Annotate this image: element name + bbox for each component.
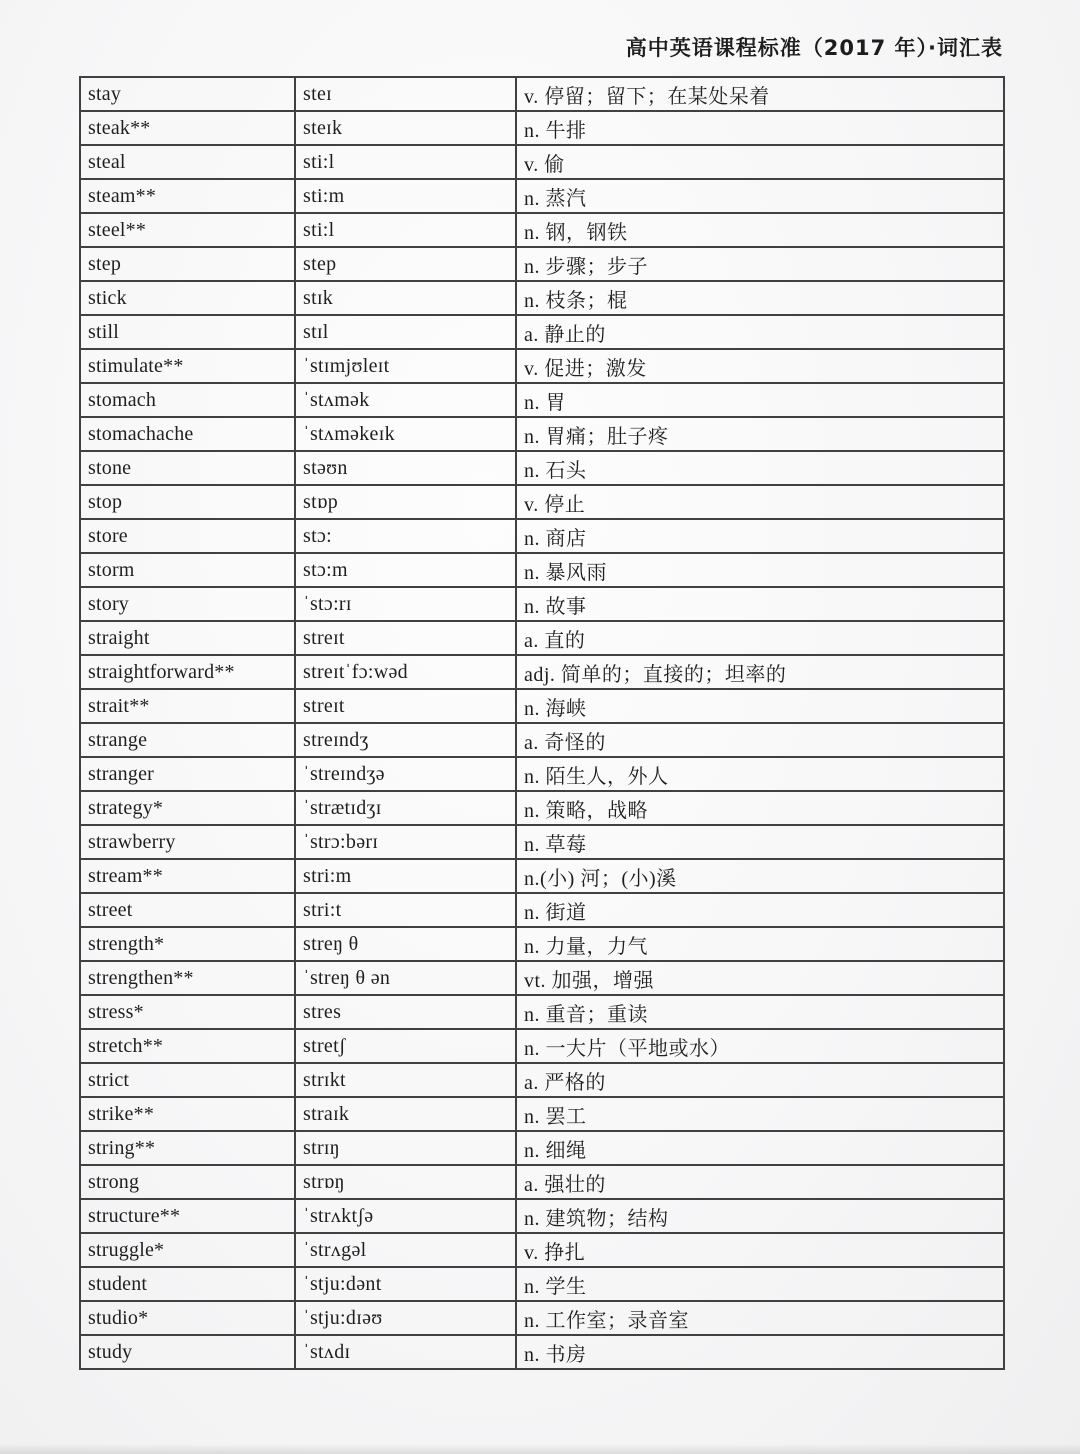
- meaning-cell: n. 罢工: [516, 1097, 1004, 1131]
- phonetic-cell: stri:t: [295, 893, 516, 927]
- word-cell: strong: [80, 1165, 295, 1199]
- meaning-cell: n. 石头: [516, 451, 1004, 485]
- table-row: [80, 995, 1004, 1029]
- phonetic-cell: streɪt: [295, 621, 516, 655]
- meaning-cell: n. 策略，战略: [516, 791, 1004, 825]
- table-row: [80, 825, 1004, 859]
- vocab-table-body: [80, 77, 1004, 1369]
- meaning-cell: n. 重音；重读: [516, 995, 1004, 1029]
- word-cell: stream**: [80, 859, 295, 893]
- phonetic-cell: ˈstreŋ θ ən: [295, 961, 516, 995]
- meaning-cell: a. 严格的: [516, 1063, 1004, 1097]
- meaning-cell: a. 奇怪的: [516, 723, 1004, 757]
- phonetic-cell: ˈstʌməkeɪk: [295, 417, 516, 451]
- table-row: [80, 111, 1004, 145]
- meaning-cell: n. 胃: [516, 383, 1004, 417]
- table-row: [80, 213, 1004, 247]
- meaning-cell: n. 蒸汽: [516, 179, 1004, 213]
- meaning-cell: n. 一大片（平地或水）: [516, 1029, 1004, 1063]
- phonetic-cell: ˈstrɔ:bərɪ: [295, 825, 516, 859]
- table-row: [80, 485, 1004, 519]
- table-row: [80, 77, 1004, 111]
- word-cell: straight: [80, 621, 295, 655]
- phonetic-cell: ˈstju:dənt: [295, 1267, 516, 1301]
- table-row: [80, 927, 1004, 961]
- table-row: [80, 621, 1004, 655]
- word-cell: stomachache: [80, 417, 295, 451]
- meaning-cell: n. 陌生人，外人: [516, 757, 1004, 791]
- meaning-cell: v. 促进；激发: [516, 349, 1004, 383]
- table-row: [80, 281, 1004, 315]
- word-cell: stomach: [80, 383, 295, 417]
- phonetic-cell: stretʃ: [295, 1029, 516, 1063]
- phonetic-cell: ˈstʌmək: [295, 383, 516, 417]
- meaning-cell: n.(小) 河；(小)溪: [516, 859, 1004, 893]
- phonetic-cell: ˈstɔ:rɪ: [295, 587, 516, 621]
- meaning-cell: a. 强壮的: [516, 1165, 1004, 1199]
- phonetic-cell: ˈstɪmjʊleɪt: [295, 349, 516, 383]
- phonetic-cell: steɪk: [295, 111, 516, 145]
- meaning-cell: v. 挣扎: [516, 1233, 1004, 1267]
- phonetic-cell: step: [295, 247, 516, 281]
- phonetic-cell: streɪt: [295, 689, 516, 723]
- word-cell: string**: [80, 1131, 295, 1165]
- phonetic-cell: ˈstrætɪdʒɪ: [295, 791, 516, 825]
- meaning-cell: n. 细绳: [516, 1131, 1004, 1165]
- word-cell: stone: [80, 451, 295, 485]
- table-row: [80, 1097, 1004, 1131]
- photo-edge-shadow: [0, 1444, 1080, 1454]
- table-row: [80, 383, 1004, 417]
- word-cell: strategy*: [80, 791, 295, 825]
- word-cell: stretch**: [80, 1029, 295, 1063]
- table-row: [80, 1301, 1004, 1335]
- phonetic-cell: strɪŋ: [295, 1131, 516, 1165]
- word-cell: strait**: [80, 689, 295, 723]
- phonetic-cell: stɔ:m: [295, 553, 516, 587]
- meaning-cell: n. 力量，力气: [516, 927, 1004, 961]
- table-row: [80, 859, 1004, 893]
- meaning-cell: n. 草莓: [516, 825, 1004, 859]
- table-row: [80, 1165, 1004, 1199]
- phonetic-cell: straɪk: [295, 1097, 516, 1131]
- meaning-cell: a. 直的: [516, 621, 1004, 655]
- table-row: [80, 757, 1004, 791]
- table-row: [80, 247, 1004, 281]
- meaning-cell: n. 海峡: [516, 689, 1004, 723]
- word-cell: steal: [80, 145, 295, 179]
- word-cell: steam**: [80, 179, 295, 213]
- meaning-cell: n. 商店: [516, 519, 1004, 553]
- phonetic-cell: ˈstju:dɪəʊ: [295, 1301, 516, 1335]
- phonetic-cell: stɪk: [295, 281, 516, 315]
- table-row: [80, 1267, 1004, 1301]
- meaning-cell: v. 停留；留下；在某处呆着: [516, 77, 1004, 111]
- table-row: [80, 451, 1004, 485]
- phonetic-cell: stɪl: [295, 315, 516, 349]
- word-cell: stimulate**: [80, 349, 295, 383]
- word-cell: strict: [80, 1063, 295, 1097]
- phonetic-cell: streɪndʒ: [295, 723, 516, 757]
- word-cell: stay: [80, 77, 295, 111]
- meaning-cell: n. 学生: [516, 1267, 1004, 1301]
- phonetic-cell: ˈstrʌktʃə: [295, 1199, 516, 1233]
- meaning-cell: n. 胃痛；肚子疼: [516, 417, 1004, 451]
- phonetic-cell: strɒŋ: [295, 1165, 516, 1199]
- word-cell: store: [80, 519, 295, 553]
- vocab-table: [79, 76, 1005, 1370]
- word-cell: straightforward**: [80, 655, 295, 689]
- table-row: [80, 587, 1004, 621]
- word-cell: strike**: [80, 1097, 295, 1131]
- table-row: [80, 655, 1004, 689]
- meaning-cell: n. 书房: [516, 1335, 1004, 1369]
- phonetic-cell: streɪtˈfɔ:wəd: [295, 655, 516, 689]
- meaning-cell: n. 暴风雨: [516, 553, 1004, 587]
- phonetic-cell: stri:m: [295, 859, 516, 893]
- word-cell: stress*: [80, 995, 295, 1029]
- word-cell: struggle*: [80, 1233, 295, 1267]
- meaning-cell: n. 故事: [516, 587, 1004, 621]
- table-row: [80, 1063, 1004, 1097]
- word-cell: stranger: [80, 757, 295, 791]
- table-row: [80, 349, 1004, 383]
- table-row: [80, 689, 1004, 723]
- meaning-cell: n. 枝条；棍: [516, 281, 1004, 315]
- word-cell: story: [80, 587, 295, 621]
- phonetic-cell: stres: [295, 995, 516, 1029]
- word-cell: street: [80, 893, 295, 927]
- word-cell: student: [80, 1267, 295, 1301]
- word-cell: step: [80, 247, 295, 281]
- word-cell: strange: [80, 723, 295, 757]
- phonetic-cell: strɪkt: [295, 1063, 516, 1097]
- word-cell: still: [80, 315, 295, 349]
- word-cell: steak**: [80, 111, 295, 145]
- table-row: [80, 145, 1004, 179]
- meaning-cell: n. 建筑物；结构: [516, 1199, 1004, 1233]
- phonetic-cell: sti:l: [295, 213, 516, 247]
- meaning-cell: vt. 加强，增强: [516, 961, 1004, 995]
- phonetic-cell: ˈstʌdɪ: [295, 1335, 516, 1369]
- word-cell: study: [80, 1335, 295, 1369]
- table-row: [80, 1335, 1004, 1369]
- phonetic-cell: streŋ θ: [295, 927, 516, 961]
- table-row: [80, 179, 1004, 213]
- word-cell: strength*: [80, 927, 295, 961]
- phonetic-cell: stɒp: [295, 485, 516, 519]
- phonetic-cell: ˈstreɪndʒə: [295, 757, 516, 791]
- meaning-cell: v. 停止: [516, 485, 1004, 519]
- meaning-cell: a. 静止的: [516, 315, 1004, 349]
- meaning-cell: n. 钢，钢铁: [516, 213, 1004, 247]
- phonetic-cell: sti:l: [295, 145, 516, 179]
- phonetic-cell: stɔ:: [295, 519, 516, 553]
- word-cell: structure**: [80, 1199, 295, 1233]
- table-row: [80, 791, 1004, 825]
- meaning-cell: adj. 简单的；直接的；坦率的: [516, 655, 1004, 689]
- word-cell: stick: [80, 281, 295, 315]
- phonetic-cell: stəʊn: [295, 451, 516, 485]
- meaning-cell: n. 牛排: [516, 111, 1004, 145]
- meaning-cell: n. 工作室；录音室: [516, 1301, 1004, 1335]
- word-cell: stop: [80, 485, 295, 519]
- meaning-cell: n. 步骤；步子: [516, 247, 1004, 281]
- phonetic-cell: steɪ: [295, 77, 516, 111]
- word-cell: storm: [80, 553, 295, 587]
- table-row: [80, 1233, 1004, 1267]
- word-cell: strawberry: [80, 825, 295, 859]
- page-title: 高中英语课程标准（2017 年）·词汇表: [625, 36, 1003, 60]
- table-row: [80, 315, 1004, 349]
- word-cell: studio*: [80, 1301, 295, 1335]
- word-cell: strengthen**: [80, 961, 295, 995]
- table-row: [80, 961, 1004, 995]
- table-row: [80, 893, 1004, 927]
- phonetic-cell: sti:m: [295, 179, 516, 213]
- meaning-cell: n. 街道: [516, 893, 1004, 927]
- table-row: [80, 1199, 1004, 1233]
- table-row: [80, 417, 1004, 451]
- table-row: [80, 553, 1004, 587]
- table-row: [80, 1131, 1004, 1165]
- meaning-cell: v. 偷: [516, 145, 1004, 179]
- table-row: [80, 1029, 1004, 1063]
- table-row: [80, 723, 1004, 757]
- phonetic-cell: ˈstrʌgəl: [295, 1233, 516, 1267]
- word-cell: steel**: [80, 213, 295, 247]
- table-row: [80, 519, 1004, 553]
